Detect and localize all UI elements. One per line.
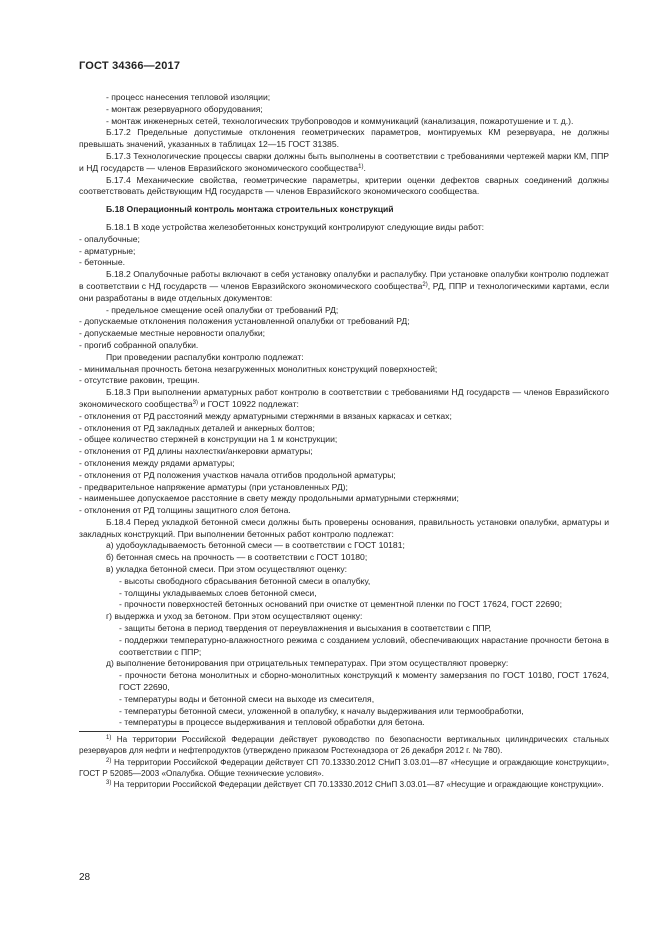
footnote-text: На территории Российской Федерации действует СП 70.13330.2012 СНиП 3.03.01—87 «Несущие и ограждающие конструкции». xyxy=(111,780,604,790)
paragraph-b18-4: Б.18.4 Перед укладкой бетонной смеси должны быть проверены основания, правильность установки опалубки, арматуры и закладных конструкций. При выполнении бетонных работ контролю подлежат: xyxy=(79,516,609,539)
list-item: - отклонения от РД толщины защитного слоя бетона. xyxy=(79,505,291,516)
list-item: - предварительное напряжение арматуры (при установленных РД); xyxy=(79,481,348,492)
list-item: - предельное смещение осей опалубки от требований РД; xyxy=(106,304,339,315)
list-item: - толщины укладываемых слоев бетонной смеси, xyxy=(119,587,317,598)
list-item: - процесс нанесения тепловой изоляции; xyxy=(106,92,271,102)
list-item: - прогиб собранной опалубки. xyxy=(79,339,199,350)
paragraph-b18-1: Б.18.1 В ходе устройства железобетонных конструкций контролируют следующие виды работ: xyxy=(106,221,485,232)
list-item: - прочности бетона монолитных и сборно-монолитных конструкций к моменту замерзания по ГОСТ 10180, ГОСТ 17624, ГОСТ 22690, xyxy=(119,670,609,693)
paragraph-b17-3 xyxy=(79,151,609,175)
paragraph-b17-4: Б.17.4 Механические свойства, геометрические параметры, критерии оценки дефектов сварных соединений должны соответствовать действующим НД государств — членов Евразийского экономического сообщества. xyxy=(79,174,609,197)
list-item: - отклонения от РД расстояний между арматурными стержнями в вязаных каркасах и сетках; xyxy=(79,410,452,421)
footnote-mark: 3) xyxy=(106,780,112,787)
footnote-mark: 1) xyxy=(106,735,112,742)
list-item: - арматурные; xyxy=(79,245,136,256)
page-number: 28 xyxy=(79,872,91,883)
list-item: - допускаемые отклонения положения установленной опалубки от требований РД; xyxy=(79,316,410,327)
list-item: - общее количество стержней в конструкции на 1 м конструкции; xyxy=(79,434,338,445)
list-item: - прочности поверхностей бетонных оснований при очистке от цементной пленки по ГОСТ 17624, ГОСТ 22690; xyxy=(119,599,562,610)
list-item: д) выполнение бетонирования при отрицательных температурах. При этом осуществляют проверку: xyxy=(106,658,509,669)
document-body xyxy=(79,92,609,790)
footnote-2 xyxy=(79,757,609,779)
list-item: - бетонные. xyxy=(79,257,126,268)
list-item: - допускаемые местные неровности опалубки; xyxy=(79,328,266,339)
list-item: - отсутствие раковин, трещин. xyxy=(79,375,200,386)
footnote-divider xyxy=(79,731,189,732)
paragraph-text: , РД, ППР и технологическими картами, если они разработаны в виде отдельных документов: xyxy=(79,280,610,303)
paragraph-text: Б.17.3 Технологические процессы сварки должны быть выполнены в соответствии с требованиями чертежей марки КМ, ППР и НД государств — членов Евразийского экономического сообщества xyxy=(79,150,609,173)
paragraph-text: Б.18.2 Опалубочные работы включают в себя установку опалубки и распалубку. При установке опалубки контролю подлежат в соответствии с НД государств — членов Евразийского экономического сообщества xyxy=(79,269,609,291)
section-heading-b18: Б.18 Операционный контроль монтажа строительных конструкций xyxy=(106,204,394,215)
list-item: - защиты бетона в период твердения от переувлажнения и высыхания в соответствии с ППР, xyxy=(119,623,492,634)
paragraph-b18-3 xyxy=(79,387,609,411)
paragraph-b18-2 xyxy=(79,269,609,304)
list-item: - отклонения между рядами арматуры; xyxy=(79,457,235,468)
list-item: в) укладка бетонной смеси. При этом осуществляют оценку: xyxy=(106,564,348,575)
footnote-ref: 2) xyxy=(422,281,428,288)
list-item: б) бетонная смесь на прочность — в соответствии с ГОСТ 10180; xyxy=(106,552,368,563)
list-item: - температуры в процессе выдерживания и тепловой обработки для бетона. xyxy=(119,717,425,728)
list-item: - отклонения от РД положения участков начала отгибов продольной арматуры; xyxy=(79,469,396,480)
paragraph-text: Б.18.3 При выполнении арматурных работ контролю в соответствии с требованиями НД государств — членов Евразийского экономического сообщества xyxy=(79,387,609,409)
paragraph-text: При проведении распалубки контролю подлежат: xyxy=(106,351,304,362)
list-item: - монтаж резервуарного оборудования; xyxy=(106,103,263,114)
list-item: - отклонения от РД закладных деталей и анкерных болтов; xyxy=(79,422,315,433)
list-item: - температуры воды и бетонной смеси на выходе из смесителя, xyxy=(119,693,375,704)
list-item: - поддержки температурно-влажностного режима с созданием условий, обеспечивающих нарастание прочности бетона в соответствии с ППР; xyxy=(119,634,609,657)
list-item: а) удобоукладываемость бетонной смеси — в соответствии с ГОСТ 10181; xyxy=(106,540,405,551)
list-item: г) выдержка и уход за бетоном. При этом осуществляют оценку: xyxy=(106,611,363,622)
list-item: - минимальная прочность бетона незагруженных монолитных конструкций поверхностей; xyxy=(79,363,438,374)
list-item: - опалубочные; xyxy=(79,233,140,244)
footnote-mark: 2) xyxy=(106,757,112,764)
paragraph-b17-2: Б.17.2 Предельные допустимые отклонения геометрических параметров, монтируемых КМ резервуара, не должны превышать значений, указанных в таблицах 12—15 ГОСТ 31385. xyxy=(79,127,609,150)
list-item: - монтаж инженерных сетей, технологических трубопроводов и коммуникаций (канализация, пожаротушение и т. д.). xyxy=(106,115,574,126)
footnote-text: На территории Российской Федерации действует СП 70.13330.2012 СНиП 3.03.01—87 «Несущие и ограждающие конструкции», ГОСТ Р 52085—2003 «Опалубка. Общие технические условия». xyxy=(79,757,609,778)
list-item: - отклонения от РД длины нахлестки/анкеровки арматуры; xyxy=(79,446,313,457)
list-item: - высоты свободного сбрасывания бетонной смеси в опалубку, xyxy=(119,575,371,586)
footnote-text: На территории Российской Федерации действует руководство по безопасности вертикальных цилиндрических стальных резервуаров для нефти и нефтепродуктов (утверждено приказом Ростехнадзора от 26 декабря 2012 г. № 780). xyxy=(79,735,609,756)
footnote-1 xyxy=(79,734,609,756)
footnote-ref: 3) xyxy=(192,399,199,406)
paragraph-text: и ГОСТ 10922 подлежат: xyxy=(198,398,299,409)
list-item: - температуры бетонной смеси, уложенной в опалубку, к началу выдерживания или термообработки, xyxy=(119,705,524,716)
paragraph-text: . xyxy=(363,162,366,173)
footnote-3 xyxy=(79,779,609,790)
list-item: - наименьшее допускаемое расстояние в свету между продольными арматурными стержнями; xyxy=(79,493,459,504)
document-header: ГОСТ 34366—2017 xyxy=(79,60,181,72)
footnote-ref: 1) xyxy=(358,163,364,170)
